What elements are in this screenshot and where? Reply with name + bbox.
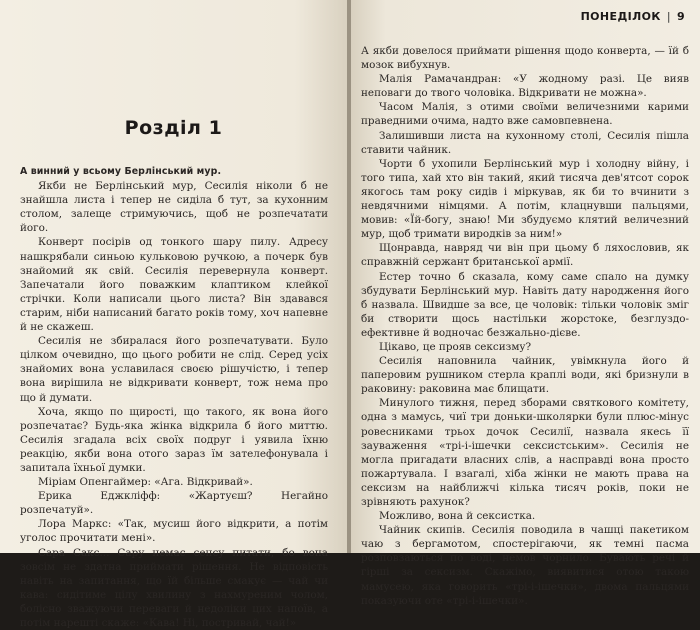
paragraph: Хоча, якщо по щирості, що такого, як вона його розпечатає? Будь-яка жінка відкрила б його миттю. Сесилія згадала всіх своїх подруг і уявила їхню реакцію, якби вона отого зараз їм зателефонувала і запитала їхньої думки.	[20, 405, 328, 474]
paragraph: Сесилія наповнила чайник, увімкнула його й паперовим рушником стерла краплі води, які бризнули в раковину: раковина має блищати.	[361, 355, 689, 396]
running-head-title: ПОНЕДІЛОК	[580, 10, 661, 23]
paragraph: Естер точно б сказала, кому саме спало на думку збудувати Берлінський мур. Навіть дату народження його б назвала. Швидше за все, це чоловік: тільки чоловік зміг би створити щось настільки жорстоке, безглуздо-ефективне й водночас безжально-дієве.	[361, 270, 689, 339]
paragraph: Часом Малія, з отими своїми величезними карими праведними очима, надто вже самовпевнена.	[361, 101, 689, 128]
paragraph: Чорти б ухопили Берлінський мур і холодну війну, і того типа, хай хто він такий, який тисяча дев'ятсот сорок якогось там року сидів і міркував, як би то вчинити з невдячними німцями. А потім, клацнувши пальцями, мовив: «Їй-богу, знаю! Ми збудуємо клятий величезний мур, щоб тримати виродків за ним!»	[361, 157, 689, 241]
paragraph: Щонравда, навряд чи він при цьому б ляхословив, як справжній сержант британської армії.	[361, 242, 689, 269]
paragraph: Сесилія не збиралася його розпечатувати. Було цілком очевидно, що цього робити не слід. Серед усіх знайомих вона уславилася своєю рішучістю, і тепер вона вирішила не відкривати конверт, тож нема про що й думати.	[20, 335, 328, 404]
paragraph: Конверт посірів од тонкого шару пилу. Адресу нашкрябали синьою кульковою ручкою, а почерк був знайомий як свій. Сесилія перевернула конверт. Запечатали його поважким клаптиком клейкої стрічки. Коли написали цього листа? Він здавався старим, ніби написаний багато років тому, хоч напевне й не скажеш.	[20, 236, 328, 334]
paragraph: Сара Сакс... Сару немає сенсу питати, бо вона зовсім не здатна приймати рішення. Не відповість навіть на запитання, що їй більше смакує — чай чи кава: сидітиме цілу хвилину з нахмуреним чолом, болісно зважуючи переваги й недоліки цих напоїв, а потім нарешті скаже: «Кава! Ні, постривай, чай!»	[20, 546, 328, 629]
paragraph: Минулого тижня, перед зборами святкового комітету, одна з мамусь, чиї три доньки-школярки були плюс-мінус ровесниками трьох дочок Сесилії, назвала якесь її зауваження «трі-і-ішечки сексистським». Сесилія не могла пригадати власних слів, а насправді вона просто пожартувала. І взагалі, хіба жінки не мають права на сексизм на найближчі кілька тисяч років, поки не зрівняють рахунок?	[361, 397, 689, 508]
paragraph: Цікаво, це прояв сексизму?	[379, 340, 532, 353]
page-number: 9	[676, 10, 685, 23]
right-page	[351, 0, 700, 607]
paragraph: Якби не Берлінський мур, Сесилія ніколи б не знайшла листа і тепер не сиділа б тут, за кухонним столом, залеще стримуючись, щоб не розпечатати його.	[20, 180, 328, 235]
paragraph: Лора Маркс: «Так, мусиш його відкрити, а потім уголос прочитати мені».	[20, 518, 328, 545]
chapter-lead: А винний у всьому Берлінський мур.	[20, 166, 222, 177]
paragraph: Залишивши листа на кухонному столі, Сесилія пішла ставити чайник.	[361, 129, 689, 156]
left-page	[0, 0, 347, 629]
right-page-text	[361, 44, 689, 608]
paragraph: Чайник скипів. Сесилія поводила в чашці пакетиком чаю з бергамотом, спостерігаючи, як темні пасма розповзаються по воді, немов чорнило. Бувають речі й гірші за сексизм. Скажімо, виявитися отою такою мамусею, яка говорить «трі-і-ішечки», двома пальцями показуючи оте «трі-і-ішечки».	[361, 524, 689, 607]
chapter-title: Розділ 1	[124, 117, 223, 139]
running-head-separator: |	[666, 10, 671, 23]
paragraph: Ерика Еджкліфф: «Жартуєш? Негайно розпечатуй».	[20, 490, 328, 517]
running-head	[581, 10, 685, 23]
paragraph: Малія Рамачандран: «У жодному разі. Це вияв неповаги до твого чоловіка. Відкривати не можна».	[361, 73, 689, 100]
left-page-text	[20, 165, 328, 630]
paragraph: Міріам Опенгаймер: «Ага. Відкривай».	[38, 476, 253, 489]
paragraph: Можливо, вона й сексистка.	[379, 510, 536, 523]
paragraph: А якби довелося приймати рішення щодо конверта, — їй б мозок вибухнув.	[361, 45, 689, 72]
